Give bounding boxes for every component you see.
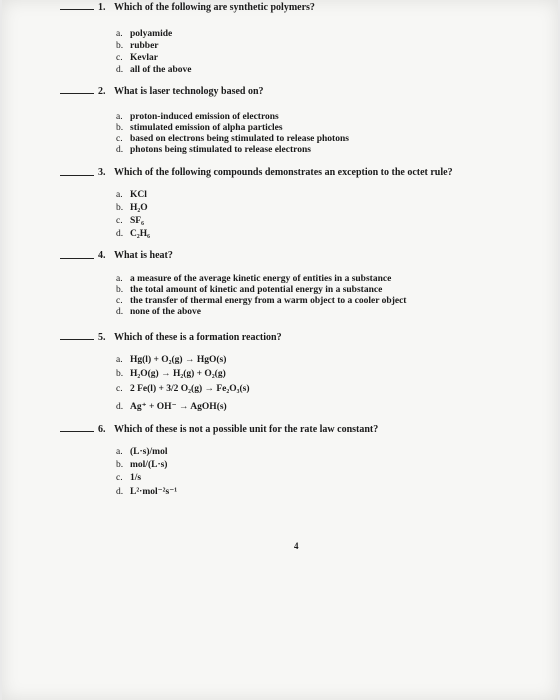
question-stem: What is laser technology based on? (114, 86, 264, 97)
option-c (116, 296, 406, 306)
option-letter: b. (116, 123, 124, 133)
option-text: the total amount of kinetic and potential energy in a substance (130, 285, 383, 295)
option-letter: c. (116, 296, 123, 306)
option-b (116, 285, 382, 295)
option-text: 1/s (130, 473, 142, 483)
option-a (116, 190, 147, 200)
option-text: a measure of the average kinetic energy of entities in a substance (130, 274, 392, 284)
option-letter: c. (116, 473, 123, 483)
option-a (116, 112, 279, 122)
option-b (116, 203, 148, 213)
question-text (98, 424, 378, 435)
answer-blank-2[interactable] (60, 93, 94, 94)
option-letter: d. (116, 402, 124, 412)
page-number: 4 (294, 541, 299, 551)
option-text: (L·s)/mol (130, 447, 168, 457)
option-c (116, 216, 144, 226)
option-d (116, 401, 227, 412)
question-stem: Which of these is a formation reaction? (114, 332, 282, 343)
answer-blank-4[interactable] (60, 258, 94, 259)
option-text: based on electrons being stimulated to release photons (130, 134, 349, 144)
option-text: all of the above (130, 65, 192, 75)
option-d (116, 307, 201, 317)
option-b (116, 460, 167, 470)
option-letter: d. (116, 65, 124, 75)
question-number: 2. (98, 86, 106, 97)
answer-blank-6[interactable] (60, 431, 94, 432)
option-text: proton-induced emission of electrons (130, 112, 279, 122)
question-number: 3. (98, 167, 106, 178)
option-b (116, 41, 159, 51)
answer-blank-1[interactable] (60, 9, 94, 10)
option-d (116, 145, 311, 155)
question-stem: Which of the following compounds demonstrates an exception to the octet rule? (114, 167, 453, 178)
option-text: KCl (130, 190, 147, 200)
answer-blank-3[interactable] (60, 175, 94, 176)
question-number: 6. (98, 424, 106, 435)
option-text: Kevlar (130, 53, 158, 63)
option-text: none of the above (130, 307, 201, 317)
option-text: L²·mol⁻²s⁻¹ (130, 487, 178, 497)
option-text: SF₆ (130, 216, 144, 226)
option-d (116, 229, 150, 239)
question-text (98, 250, 173, 261)
option-text: 2 Fe(l) + 3/2 O₂(g) → Fe₂O₃(s) (130, 384, 250, 394)
question-stem: Which of the following are synthetic polymers? (114, 2, 315, 13)
option-text: the transfer of thermal energy from a warm object to a cooler object (130, 296, 407, 306)
option-text: Ag⁺ + OH⁻ → AgOH(s) (130, 402, 227, 412)
option-letter: b. (116, 285, 124, 295)
option-letter: a. (116, 190, 123, 200)
option-letter: a. (116, 274, 123, 284)
option-text: polyamide (130, 29, 173, 39)
option-text: H₂O(g) → H₂(g) + O₂(g) (130, 369, 226, 379)
option-letter: b. (116, 369, 124, 379)
option-letter: c. (116, 216, 123, 226)
question-text (98, 332, 282, 343)
option-text: rubber (130, 41, 159, 51)
option-a (116, 355, 226, 365)
option-c (116, 134, 349, 144)
option-text: mol/(L·s) (130, 460, 168, 470)
question-number: 1. (98, 2, 106, 13)
option-c (116, 473, 141, 483)
question-stem: Which of these is not a possible unit for the rate law constant? (114, 424, 379, 435)
option-letter: a. (116, 29, 123, 39)
option-letter: a. (116, 355, 123, 365)
option-letter: d. (116, 487, 124, 497)
option-d (116, 65, 191, 75)
option-letter: c. (116, 134, 123, 144)
option-a (116, 29, 172, 39)
option-letter: d. (116, 229, 124, 239)
option-letter: c. (116, 53, 123, 63)
option-letter: a. (116, 112, 123, 122)
option-b (116, 123, 283, 133)
option-d (116, 486, 177, 497)
question-text (98, 86, 264, 97)
option-letter: b. (116, 460, 124, 470)
worksheet-page (2, 0, 558, 700)
option-letter: b. (116, 41, 124, 51)
question-stem: What is heat? (114, 250, 173, 261)
option-text: stimulated emission of alpha particles (130, 123, 283, 133)
option-text: Hg(l) + O₂(g) → HgO(s) (130, 355, 227, 365)
question-text (98, 2, 315, 13)
option-letter: a. (116, 447, 123, 457)
option-letter: c. (116, 384, 123, 394)
option-text: C₂H₆ (130, 229, 150, 239)
option-letter: b. (116, 203, 124, 213)
answer-blank-5[interactable] (60, 339, 94, 340)
option-text: H₂O (130, 203, 148, 213)
option-a (116, 274, 391, 284)
option-c (116, 384, 249, 394)
option-b (116, 369, 226, 379)
option-letter: d. (116, 307, 124, 317)
option-c (116, 53, 158, 63)
question-number: 4. (98, 250, 106, 261)
question-text (98, 167, 453, 178)
question-number: 5. (98, 332, 106, 343)
option-text: photons being stimulated to release electrons (130, 145, 311, 155)
option-letter: d. (116, 145, 124, 155)
option-a (116, 447, 167, 457)
